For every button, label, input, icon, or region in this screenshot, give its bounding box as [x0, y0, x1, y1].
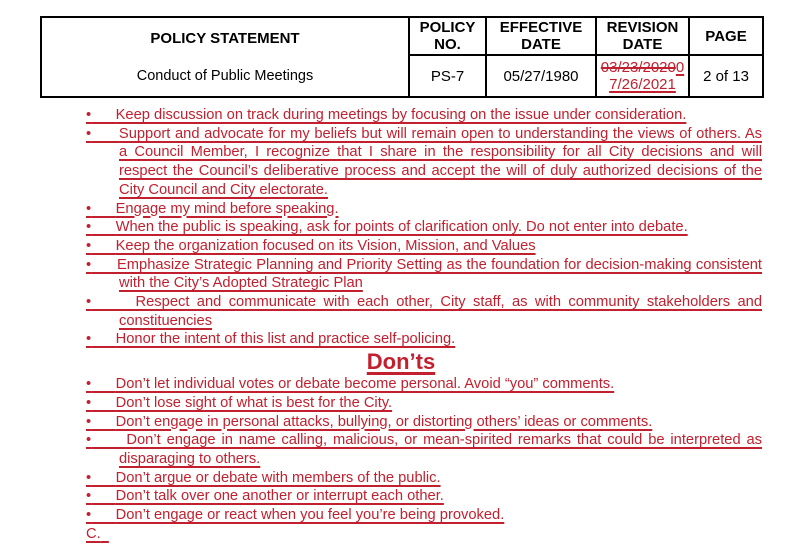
policy-no-header: POLICY NO. [409, 17, 486, 55]
document-body [40, 106, 762, 543]
revision-date-inserted: 7/26/2021 [609, 76, 676, 93]
bullet-icon: • [86, 432, 92, 449]
bullet-icon: • [86, 200, 92, 217]
list-item [86, 256, 762, 293]
list-item-text: Don’t argue or debate with members of the public. [115, 469, 441, 486]
list-item-text: Don’t engage in personal attacks, bullying, or distorting others’ ideas or comments. [115, 413, 653, 430]
bullet-icon: • [86, 125, 92, 142]
bullet-icon: • [86, 507, 92, 524]
revision-date-inserted-wrap: 0 [675, 59, 685, 76]
list-item-text: Honor the intent of this list and practice self-policing. [115, 331, 456, 348]
bullet-icon: • [86, 294, 92, 311]
list-item-text: When the public is speaking, ask for points of clarification only. Do not enter into debate. [115, 219, 688, 236]
bullet-icon: • [86, 107, 92, 123]
list-item [86, 375, 762, 394]
list-item [86, 125, 762, 200]
list-item [86, 413, 762, 432]
bullet-icon: • [86, 256, 92, 273]
revision-date-value [596, 55, 689, 97]
list-item [86, 330, 762, 349]
policy-no-value: PS-7 [409, 55, 486, 97]
policy-statement-cell [41, 17, 409, 97]
list-item [86, 200, 762, 219]
list-item-text: Keep the organization focused on its Vision, Mission, and Values [115, 237, 536, 254]
bullet-icon: • [86, 237, 92, 254]
effective-date-value: 05/27/1980 [486, 55, 596, 97]
list-item-text: Keep discussion on track during meetings by focusing on the issue under consideration. [115, 107, 687, 123]
list-item-text: Don’t engage in name calling, malicious, or mean-spirited remarks that could be interpreted as disparaging to others. [119, 432, 763, 467]
list-item-text: Respect and communicate with each other, City staff, as with community stakeholders and constituencies [119, 294, 762, 329]
list-item-text: Don’t lose sight of what is best for the City. [115, 394, 393, 411]
bullet-icon: • [86, 331, 92, 348]
page-header: PAGE [689, 17, 763, 55]
list-item-text: Engage my mind before speaking. [115, 200, 339, 217]
bullet-icon: • [86, 469, 92, 486]
list-item [86, 431, 762, 468]
list-item [86, 394, 762, 413]
section-marker-c: C. [86, 525, 101, 542]
policy-title: Conduct of Public Meetings [136, 67, 314, 84]
policy-header-table [40, 16, 764, 98]
list-item [86, 293, 762, 330]
list-item [86, 506, 762, 525]
bullet-icon: • [86, 376, 92, 393]
list-item-text: Don’t engage or react when you feel you’re being provoked. [115, 507, 505, 524]
list-item [86, 237, 762, 256]
bullet-icon: • [86, 394, 92, 411]
page-value: 2 of 13 [689, 55, 763, 97]
list-item-text: Support and advocate for my beliefs but will remain open to understanding the views of others. As a Council Member, I recognize that I share in the responsibility for all City decisions and will respect the Council’s deliberative process and accept the will of duly authorized decisions of the City Council and City electorate. [118, 125, 763, 198]
bullet-icon: • [86, 488, 92, 505]
list-item-text: Emphasize Strategic Planning and Priority Setting as the foundation for decision-making consistent with the City’s Adopted Strategic Plan [117, 256, 763, 292]
donts-heading: Don’ts [366, 349, 436, 375]
list-item [86, 469, 762, 488]
list-item-text: Don’t let individual votes or debate become personal. Avoid “you” comments. [115, 376, 615, 393]
list-item [86, 487, 762, 506]
revision-date-deleted: 03/23/2020 [600, 59, 676, 76]
list-item-text: Don’t talk over one another or interrupt each other. [115, 488, 444, 505]
bullet-icon: • [86, 413, 92, 430]
effective-date-header: EFFECTIVE DATE [486, 17, 596, 55]
bullet-icon: • [86, 219, 92, 236]
list-item [86, 218, 762, 237]
policy-statement-label: POLICY STATEMENT [150, 29, 300, 47]
list-item [86, 106, 762, 125]
revision-date-header: REVISION DATE [596, 17, 689, 55]
